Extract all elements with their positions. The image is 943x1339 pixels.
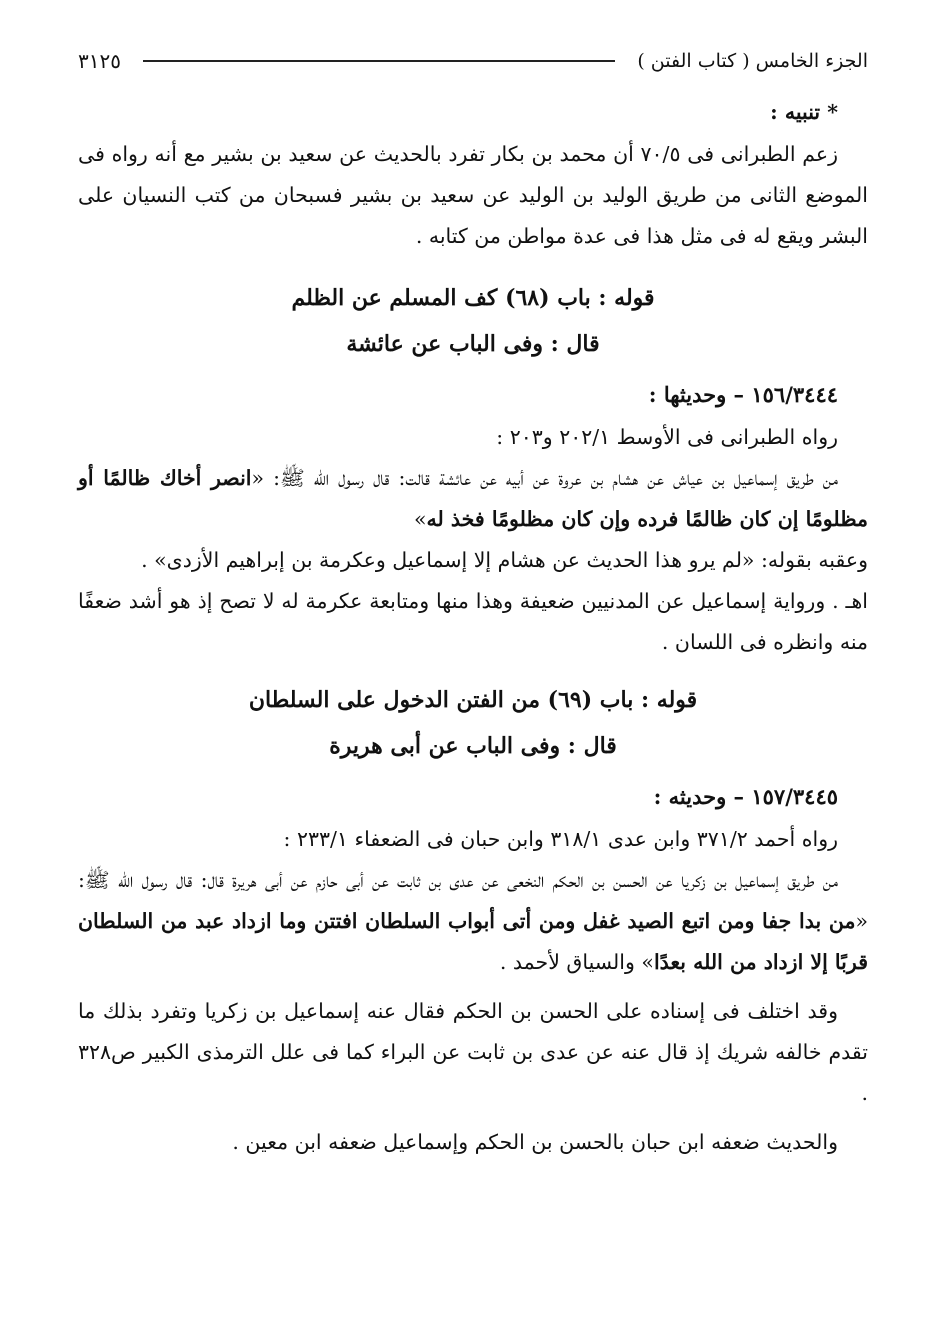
hadith-3444-chain-end: » [413,507,427,531]
header-rule [143,60,615,62]
hadith-3444-heading: ١٥٦/٣٤٤٤ – وحديثها : [648,382,838,407]
hadith-3445-conclusion: والحديث ضعفه ابن حبان بالحسن بن الحكم وإسماعيل ضعفه ابن معين . [232,1130,838,1154]
page-number: ٣١٢٥ [78,49,121,73]
book-page [78,38,868,1328]
hadith-3445-discussion: وقد اختلف فى إسناده على الحسن بن الحكم فقال عنه إسماعيل بن زكريا وتفرد بذلك ما تقدم خالفه شريك إذ قال عنه عن عدى بن ثابت عن البراء كما فى علل الترمذى الكبير ص٣٢٨ . [78,999,868,1105]
hadith-3444-source: رواه الطبرانى فى الأوسط ٢٠٢/١ و٢٠٣ : [496,425,838,449]
note-paragraph: زعم الطبرانى فى ٧٠/٥ أن محمد بن بكار تفرد بالحديث عن سعيد بن بشير مع أنه رواه فى الموضع الثانى من طريق الوليد بن الوليد عن سعيد بن بشير فسبحان من كتب النسيان على البشر ويقع له فى مثل هذا فى عدة مواطن من كتابه . [78,142,868,248]
running-title: الجزء الخامس ( كتاب الفتن ) [637,50,868,72]
section-69-title: قوله : باب (٦٩) من الفتن الدخول على السلطان [248,687,698,713]
note-heading: * تنبيه : [770,100,838,124]
hadith-3445-matn: من بدا جفا ومن اتبع الصيد غفل ومن أتى أبواب السلطان افتتن وما ازداد عبد من السلطان قربًا إلا ازداد من الله بعدًا [78,909,868,974]
section-68-title: قوله : باب (٦٨) كف المسلم عن الظلم [291,285,655,311]
section-69-subtitle: قال : وفى الباب عن أبى هريرة [329,733,617,759]
hadith-3445-chain: من طريق إسماعيل بن زكريا عن الحسن بن الحكم النخعى عن عدى بن ثابت عن أبى حازم عن أبى هريرة قال: قال رسول الله ﷺ: « [78,868,868,933]
hadith-3445-source: رواه أحمد ٣٧١/٢ وابن عدى ٣١٨/١ وابن حبان فى الضعفاء ٢٣٣/١ : [283,827,838,851]
hadith-3444-comment: وعقبه بقوله: «لم يرو هذا الحديث عن هشام إلا إسماعيل وعكرمة بن إبراهيم الأزدى» . [141,548,868,572]
hadith-3444-matn: انصر أخاك ظالمًا أو مظلومًا إن كان ظالمًا فرده وإن كان مظلومًا فخذ له [78,466,868,531]
hadith-3445-heading: ١٥٧/٣٤٤٥ – وحديثه : [653,784,838,809]
hadith-3445-text [78,860,868,983]
section-68-subtitle: قال : وفى الباب عن عائشة [346,331,600,357]
hadith-3445-chain-end: » والسياق لأحمد . [499,950,654,974]
hadith-3444-chain: من طريق إسماعيل بن عياش عن هشام بن عروة عن أبيه عن عائشة قالت: قال رسول الله ﷺ: « [251,466,838,490]
hadith-3444-analysis: اهـ . ورواية إسماعيل عن المدنيين ضعيفة وهذا منها ومتابعة عكرمة له لا تصح إذ هو أشد ضعفًا منه وانظره فى اللسان . [78,589,868,654]
hadith-3444-text [78,458,868,540]
running-header [78,38,868,84]
